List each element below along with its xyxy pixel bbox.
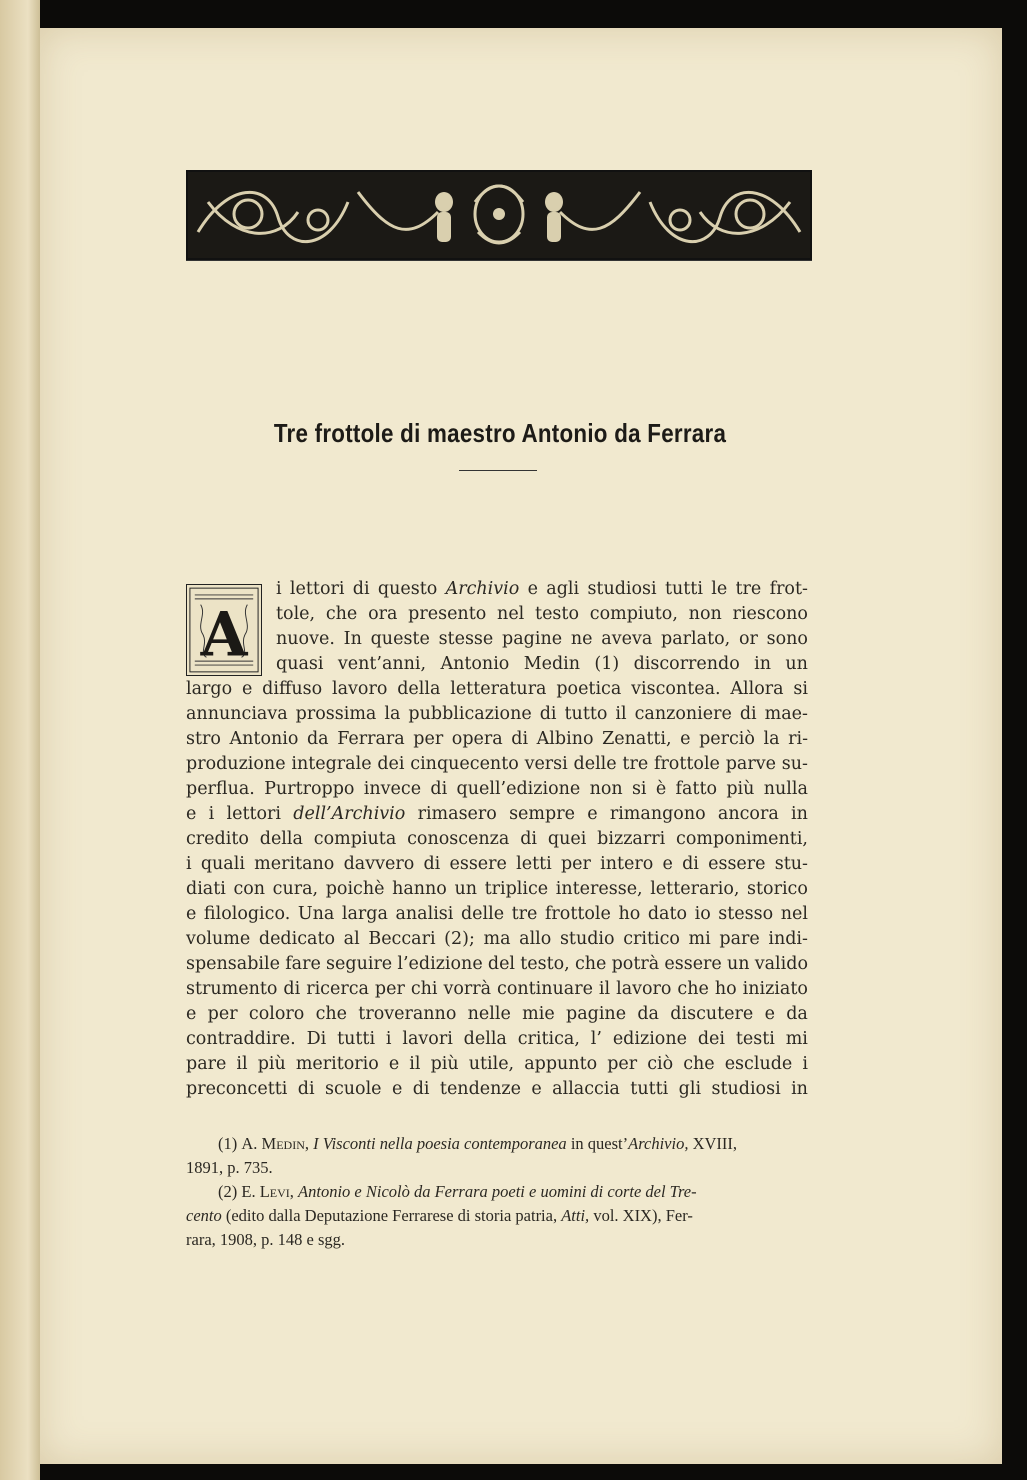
word: mi — [688, 929, 711, 949]
word: ricerca — [306, 979, 369, 999]
word: potrà — [611, 954, 660, 974]
body-line — [186, 803, 808, 825]
body-line — [186, 828, 808, 850]
word: critica, — [517, 1029, 580, 1049]
word: l’edizione — [397, 954, 483, 974]
word: appunto — [524, 1054, 598, 1074]
word: queste — [370, 629, 430, 649]
word: un — [454, 879, 477, 899]
word: Antonio — [229, 729, 299, 749]
word: in — [791, 804, 808, 824]
word: Zenatti, — [602, 729, 672, 749]
word: pagine — [566, 1004, 627, 1024]
word: su- — [781, 754, 808, 774]
word: un — [785, 654, 808, 674]
word: ma — [483, 929, 511, 949]
word: discutere — [670, 1004, 754, 1024]
word: produzione — [186, 754, 286, 774]
word: ri- — [788, 729, 808, 749]
word: di — [423, 854, 441, 874]
drop-cap-initial — [186, 584, 262, 676]
svg-text:A: A — [200, 599, 248, 671]
word: non — [688, 604, 722, 624]
word: iniziato — [742, 979, 808, 999]
word: testo — [535, 604, 579, 624]
body-line — [276, 628, 808, 650]
footnote-2-continued: rara, 1908, p. 148 e sgg. — [186, 1230, 346, 1249]
word: dei — [377, 754, 405, 774]
word: tre — [622, 754, 649, 774]
word: fare — [285, 954, 321, 974]
word: che — [683, 1054, 715, 1074]
word: studiosi — [587, 579, 657, 599]
word: essere — [664, 954, 722, 974]
word: lavori — [402, 1029, 453, 1049]
word: di — [539, 704, 557, 724]
body-line — [276, 578, 808, 600]
word: più — [257, 1054, 286, 1074]
word: agli — [546, 579, 580, 599]
word: frottole — [653, 754, 720, 774]
word: le — [711, 579, 728, 599]
word: Medin — [523, 654, 581, 674]
word: i — [186, 854, 192, 874]
word: largo — [186, 679, 233, 699]
word: tre — [511, 904, 538, 924]
word: di — [520, 829, 538, 849]
word: che — [315, 1004, 347, 1024]
word: tendenze — [439, 1079, 521, 1099]
body-line — [186, 778, 808, 800]
word: la — [763, 729, 780, 749]
word: bizzarri — [597, 829, 666, 849]
word: invece — [363, 779, 422, 799]
word: viscontea. — [631, 679, 721, 699]
word: cinquecento — [410, 754, 519, 774]
word: è — [655, 779, 667, 799]
word: lavoro — [332, 679, 388, 699]
word: continuare — [497, 979, 593, 999]
word: edizione — [612, 1029, 687, 1049]
word: ciò — [647, 1054, 674, 1074]
word: integrale — [291, 754, 372, 774]
body-line — [186, 678, 808, 700]
word: il — [409, 1054, 421, 1074]
word: si — [631, 779, 647, 799]
word: e — [662, 854, 673, 874]
word: poetica — [556, 679, 622, 699]
word: rimasero — [417, 804, 497, 824]
word: quei — [547, 829, 587, 849]
word: stesse — [438, 629, 494, 649]
word: e — [680, 729, 691, 749]
word: indi- — [768, 929, 808, 949]
word: interesse, — [555, 879, 643, 899]
word: delle — [460, 904, 505, 924]
word: che — [574, 954, 607, 974]
word: al — [343, 929, 360, 949]
body-line — [186, 903, 808, 925]
word: compiuta — [313, 829, 397, 849]
word: parlato, — [661, 629, 731, 649]
word: contraddire. — [186, 1029, 296, 1049]
body-line — [186, 1028, 808, 1050]
word: in — [754, 654, 772, 674]
word: esclude — [724, 1054, 793, 1074]
word: Antonio — [440, 654, 510, 674]
word: mae- — [764, 704, 808, 724]
word: strumento — [186, 979, 278, 999]
word: nel — [780, 904, 808, 924]
word: da — [637, 1004, 659, 1024]
word: di — [352, 579, 370, 599]
word: valido — [754, 954, 808, 974]
word: con — [233, 879, 266, 899]
word: perciò — [699, 729, 755, 749]
word: i — [276, 579, 282, 599]
word: il — [236, 1054, 248, 1074]
footnote-1-continued: 1891, p. 735. — [186, 1158, 273, 1177]
word: quasi — [276, 654, 324, 674]
word: nuove. — [276, 629, 335, 649]
word: tutti — [337, 1029, 376, 1049]
previous-page-edge — [0, 0, 40, 1480]
body-line — [276, 603, 808, 625]
word: e — [186, 804, 197, 824]
word: cura, — [272, 879, 319, 899]
word: prossima — [295, 704, 377, 724]
word: che — [677, 979, 709, 999]
word: preconcetti — [186, 1079, 288, 1099]
word: lavoro — [616, 979, 672, 999]
word: poichè — [325, 879, 385, 899]
body-line — [186, 703, 808, 725]
headband-rule — [186, 260, 812, 261]
word: tutti — [630, 1079, 669, 1099]
word: frot- — [769, 579, 808, 599]
word: Di — [306, 1029, 327, 1049]
word: perflua. — [186, 779, 255, 799]
word: ho — [714, 979, 737, 999]
word: Beccari — [368, 929, 436, 949]
word: dedicato — [258, 929, 336, 949]
body-line — [186, 1078, 808, 1100]
word: studio — [559, 929, 615, 949]
word: nel — [497, 604, 525, 624]
word: aveva — [601, 629, 653, 649]
word: e — [186, 1004, 197, 1024]
word: discorrendo — [633, 654, 740, 674]
body-line — [276, 653, 808, 675]
word: sono — [766, 629, 808, 649]
word: Purtroppo — [264, 779, 355, 799]
word: per — [207, 1004, 238, 1024]
word: tutti — [664, 579, 703, 599]
word: pagine — [502, 629, 563, 649]
word: dell’Archivio — [293, 804, 406, 824]
word: critico — [623, 929, 680, 949]
word: Archivio — [445, 579, 520, 599]
word: da — [786, 1004, 808, 1024]
word: e — [186, 904, 197, 924]
word: diffuso — [262, 679, 323, 699]
word: e — [587, 804, 598, 824]
article-title: Tre frottole di maestro Antonio da Ferrara — [273, 418, 727, 448]
word: nelle — [467, 1004, 511, 1024]
word: un — [726, 954, 750, 974]
word: conoscenza — [407, 829, 510, 849]
decorative-headband — [186, 170, 812, 260]
word: Una — [297, 904, 335, 924]
word: ora — [368, 604, 398, 624]
body-line — [186, 978, 808, 1000]
word: pare — [186, 1054, 227, 1074]
word: or — [738, 629, 758, 649]
word: tre — [735, 579, 762, 599]
word: Ferrara — [337, 729, 405, 749]
word: analisi — [395, 904, 454, 924]
word: essere — [449, 854, 507, 874]
word: non — [589, 779, 623, 799]
word: stu- — [774, 854, 808, 874]
word: spensabile — [186, 954, 280, 974]
word: rimangono — [609, 804, 706, 824]
word: nulla — [763, 779, 808, 799]
word: studiosi — [711, 1079, 781, 1099]
word: per — [607, 1054, 638, 1074]
word: storico — [747, 879, 808, 899]
word: e — [388, 1054, 400, 1074]
word: parve — [725, 754, 776, 774]
body-line — [186, 878, 808, 900]
word: stesso — [718, 904, 774, 924]
word: volume — [186, 929, 251, 949]
word: testo, — [520, 954, 570, 974]
body-line — [186, 753, 808, 775]
word: delle — [573, 754, 617, 774]
word: di — [682, 854, 699, 874]
word: canzoniere — [634, 704, 732, 724]
word: di — [739, 704, 757, 724]
word: io — [694, 904, 711, 924]
word: lettori — [226, 804, 282, 824]
word: meritano — [254, 854, 335, 874]
word: ne — [570, 629, 593, 649]
word: di — [412, 1079, 430, 1099]
word: Albino — [536, 729, 594, 749]
word: frottole — [544, 904, 611, 924]
word: compiuto, — [589, 604, 678, 624]
word: riescono — [732, 604, 808, 624]
word: larga — [341, 904, 388, 924]
word: di — [430, 779, 448, 799]
word: (1) — [594, 654, 620, 674]
word: i — [802, 1054, 808, 1074]
word: dei — [697, 1029, 725, 1049]
word: componimenti, — [676, 829, 808, 849]
word: più — [430, 1054, 459, 1074]
word: In — [343, 629, 362, 649]
word: (2); — [444, 929, 475, 949]
word: la — [384, 704, 401, 724]
word: ancora — [717, 804, 779, 824]
word: di — [297, 1079, 315, 1099]
word: del — [487, 954, 516, 974]
word: sempre — [509, 804, 575, 824]
word: da — [306, 729, 329, 749]
word: presento — [408, 604, 487, 624]
word: annunciava — [186, 704, 288, 724]
word: il — [598, 979, 611, 999]
word: intero — [600, 854, 654, 874]
word: letti — [516, 854, 552, 874]
word: e — [241, 679, 253, 699]
word: mi — [785, 1029, 808, 1049]
word: di — [511, 729, 529, 749]
word: meritorio — [295, 1054, 379, 1074]
title-rule — [459, 470, 537, 471]
word: mie — [522, 1004, 555, 1024]
word: per — [560, 854, 591, 874]
word: stro — [186, 729, 221, 749]
word: tole, — [276, 604, 316, 624]
footnote-1: (1) A. Medin, I Visconti nella poesia contemporanea in quest’Archivio, XVIII, — [218, 1134, 738, 1153]
word: versi — [524, 754, 568, 774]
word: vorrà — [443, 979, 492, 999]
word: pare — [719, 929, 760, 949]
word: credito — [186, 829, 249, 849]
word: fatto — [675, 779, 718, 799]
word: della — [463, 1029, 507, 1049]
word: per — [374, 979, 405, 999]
word: in — [791, 1079, 808, 1099]
word: il — [615, 704, 627, 724]
word: filologico. — [203, 904, 291, 924]
word: vent’anni, — [337, 654, 427, 674]
word: e — [531, 1079, 542, 1099]
word: allo — [519, 929, 552, 949]
word: e — [391, 1079, 403, 1099]
word: ho — [618, 904, 641, 924]
word: testi — [735, 1029, 775, 1049]
body-line — [186, 728, 808, 750]
word: della — [259, 829, 303, 849]
word: scuole — [324, 1079, 382, 1099]
word: hanno — [392, 879, 447, 899]
body-line — [186, 953, 808, 975]
word: gli — [678, 1079, 702, 1099]
word: quali — [200, 854, 245, 874]
word: chi — [410, 979, 438, 999]
word: che — [325, 604, 358, 624]
word: di — [283, 979, 301, 999]
word: diati — [186, 879, 226, 899]
word: coloro — [248, 1004, 305, 1024]
body-line — [186, 853, 808, 875]
word: della — [397, 679, 441, 699]
word: quell’edizione — [456, 779, 581, 799]
word: questo — [377, 579, 438, 599]
word: tutto — [564, 704, 608, 724]
word: i — [208, 804, 215, 824]
body-line — [186, 928, 808, 950]
word: seguire — [326, 954, 393, 974]
word: l’ — [590, 1029, 602, 1049]
word: opera — [451, 729, 503, 749]
word: allaccia — [552, 1079, 620, 1099]
word: dato — [647, 904, 688, 924]
word: essere — [708, 854, 766, 874]
word: e — [764, 1004, 775, 1024]
word: si — [793, 679, 808, 699]
footnote-2-continued: cento (edito dalla Deputazione Ferrarese di storia patria, Atti, vol. XIX), Fer- — [186, 1206, 693, 1225]
word: e — [527, 579, 538, 599]
word: troveranno — [358, 1004, 457, 1024]
word: lettori — [289, 579, 345, 599]
body-line — [186, 1053, 808, 1075]
body-line — [186, 1003, 808, 1025]
word: letteratura — [450, 679, 547, 699]
word: i — [385, 1029, 392, 1049]
word: per — [413, 729, 444, 749]
word: letterario, — [650, 879, 740, 899]
word: utile, — [468, 1054, 515, 1074]
word: Allora — [730, 679, 784, 699]
word: davvero — [343, 854, 415, 874]
word: triplice — [484, 879, 549, 899]
footnote-2: (2) E. Levi, Antonio e Nicolò da Ferrara poeti e uomini di corte del Tre- — [218, 1182, 697, 1201]
word: pubblicazione — [408, 704, 532, 724]
word: più — [726, 779, 755, 799]
